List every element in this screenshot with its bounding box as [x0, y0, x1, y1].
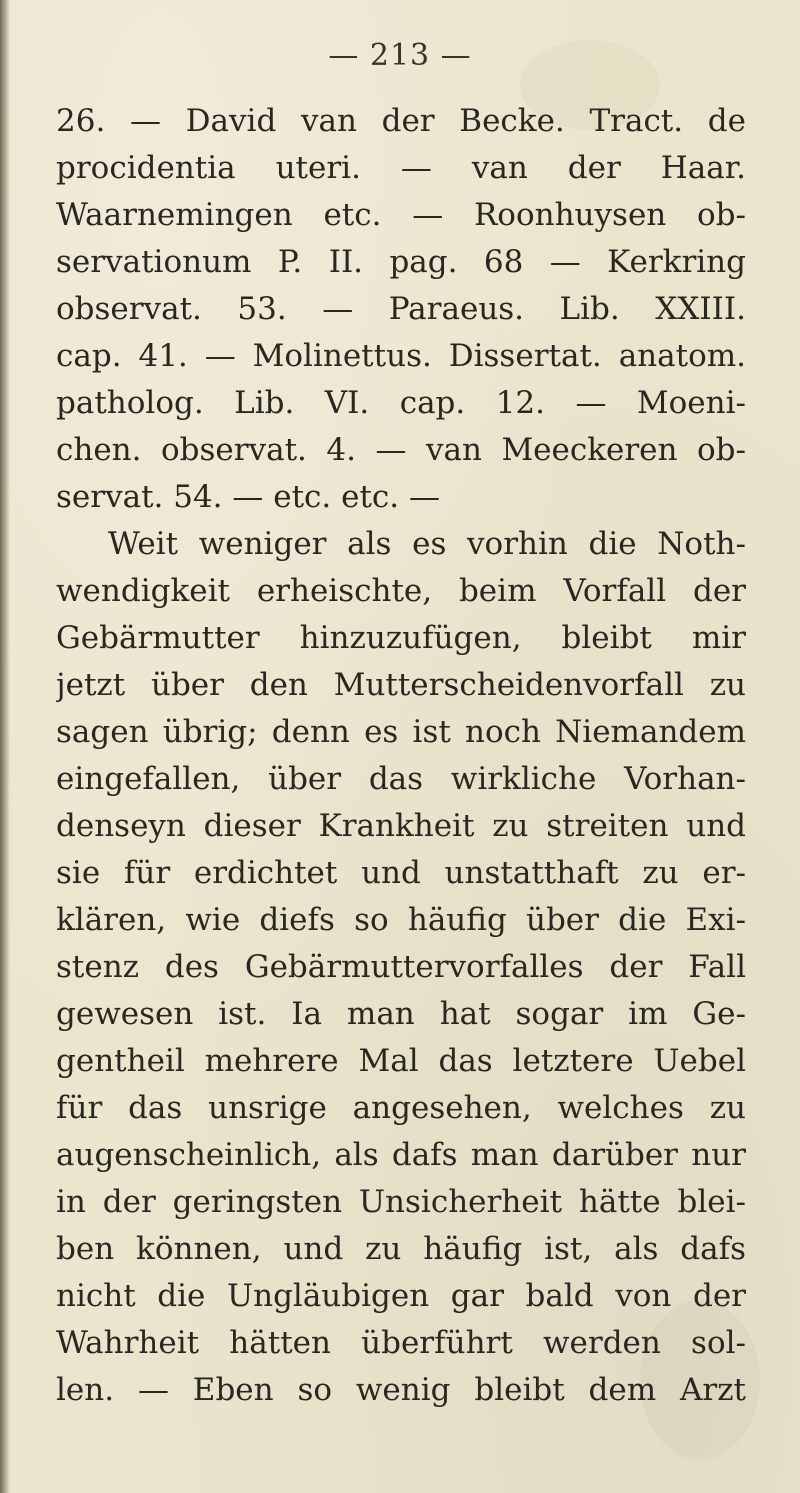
text-line: jetzt über den Mutterscheidenvorfall zu [56, 667, 746, 703]
text-line: nicht die Ungläubigen gar bald von der [56, 1278, 746, 1314]
text-line: Waarnemingen etc. — Roonhuysen ob- [56, 197, 746, 233]
text-line: len. — Eben so wenig bleibt dem Arzt [56, 1372, 746, 1408]
text-line: wendigkeit erheischte, beim Vorfall der [56, 573, 746, 609]
text-line: servat. 54. — etc. etc. — [56, 479, 440, 515]
text-line: denseyn dieser Krankheit zu streiten und [56, 808, 746, 844]
page-text [56, 98, 746, 1414]
text-line: observat. 53. — Paraeus. Lib. XXIII. [56, 291, 746, 327]
text-line: gewesen ist. Ia man hat sogar im Ge- [56, 996, 746, 1032]
text-line: chen. observat. 4. — van Meeckeren ob- [56, 432, 746, 468]
text-line: Weit weniger als es vorhin die Noth- [108, 526, 746, 562]
text-line: stenz des Gebärmuttervorfalles der Fall [56, 949, 746, 985]
text-line: ben können, und zu häufig ist, als dafs [56, 1231, 746, 1267]
text-line: patholog. Lib. VI. cap. 12. — Moeni- [56, 385, 746, 421]
text-line: Gebärmutter hinzuzufügen, bleibt mir [56, 620, 746, 656]
text-line: procidentia uteri. — van der Haar. [56, 150, 746, 186]
text-line: sagen übrig; denn es ist noch Niemandem [56, 714, 746, 750]
text-line: eingefallen, über das wirkliche Vorhan- [56, 761, 746, 797]
text-line: in der geringsten Unsicherheit hätte blei- [56, 1184, 746, 1220]
page-gutter-shadow [0, 0, 10, 1493]
text-line: sie für erdichtet und unstatthaft zu er- [56, 855, 746, 891]
text-line: servationum P. II. pag. 68 — Kerkring [56, 244, 746, 280]
text-line: augenscheinlich, als dafs man darüber nur [56, 1137, 746, 1173]
page-number: — 213 — [328, 38, 472, 73]
text-line: 26. — David van der Becke. Tract. de [56, 103, 746, 139]
text-line: cap. 41. — Molinettus. Dissertat. anatom. [56, 338, 746, 374]
text-line: Wahrheit hätten überführt werden sol- [56, 1325, 746, 1361]
text-line: für das unsrige angesehen, welches zu [56, 1090, 746, 1126]
text-line: klären, wie diefs so häufig über die Exi- [56, 902, 746, 938]
text-line: gentheil mehrere Mal das letztere Uebel [56, 1043, 746, 1079]
